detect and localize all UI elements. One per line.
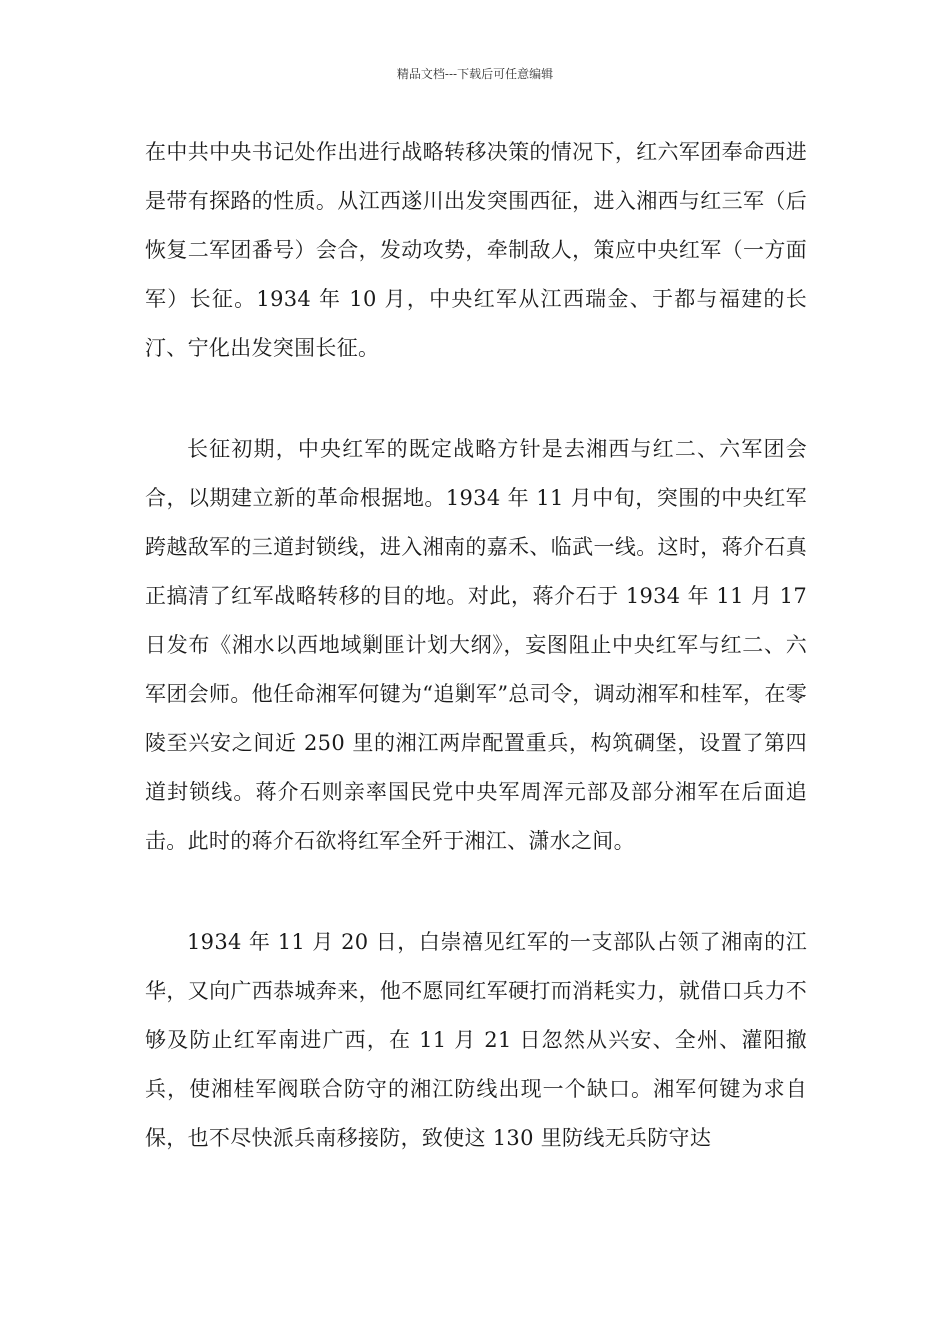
paragraph-1: 在中共中央书记处作出进行战略转移决策的情况下，红六军团奉命西进是带有探路的性质。从江西遂川出发突围西征，进入湘西与红三军（后恢复二军团番号）会合，发动攻势，牵制敌人，策应中央红军（一方面军）长征。1934 年 10 月，中央红军从江西瑞金、于都与福建的长汀、宁化出发突围长征。 bbox=[145, 140, 807, 360]
paragraph-2: 长征初期，中央红军的既定战略方针是去湘西与红二、六军团会合，以期建立新的革命根据地。1934 年 11 月中旬，突围的中央红军跨越敌军的三道封锁线，进入湘南的嘉禾、临武一线。这时，蒋介石真正搞清了红军战略转移的目的地。对此，蒋介石于 1934 年 11 月 17 日发布《湘水以西地域剿匪计划大纲》，妄图阻止中央红军与红二、六军团会师。他任命湘军何键为“追剿军”总司令，调动湘军和桂军，在零陵至兴安之间近 250 里的湘江两岸配置重兵，构筑碉堡，设置了第四道封锁线。蒋介石则亲率国民党中央军周浑元部及部分湘军在后面追击。此时的蒋介石欲将红军全歼于湘江、潇水之间。 bbox=[145, 437, 807, 853]
page-header: 精品文档---下载后可任意编辑 bbox=[396, 67, 554, 81]
document-body bbox=[145, 128, 807, 1163]
paragraph-spacer bbox=[145, 373, 807, 425]
paragraph-spacer bbox=[145, 866, 807, 918]
paragraph-3: 1934 年 11 月 20 日，白崇禧见红军的一支部队占领了湘南的江华，又向广西恭城奔来，他不愿同红军硬打而消耗实力，就借口兵力不够及防止红军南进广西，在 11 月 21 日忽然从兴安、全州、灌阳撤兵，使湘桂军阀联合防守的湘江防线出现一个缺口。湘军何键为求自保，也不尽快派兵南移接防，致使这 130 里防线无兵防守达 bbox=[145, 930, 807, 1150]
